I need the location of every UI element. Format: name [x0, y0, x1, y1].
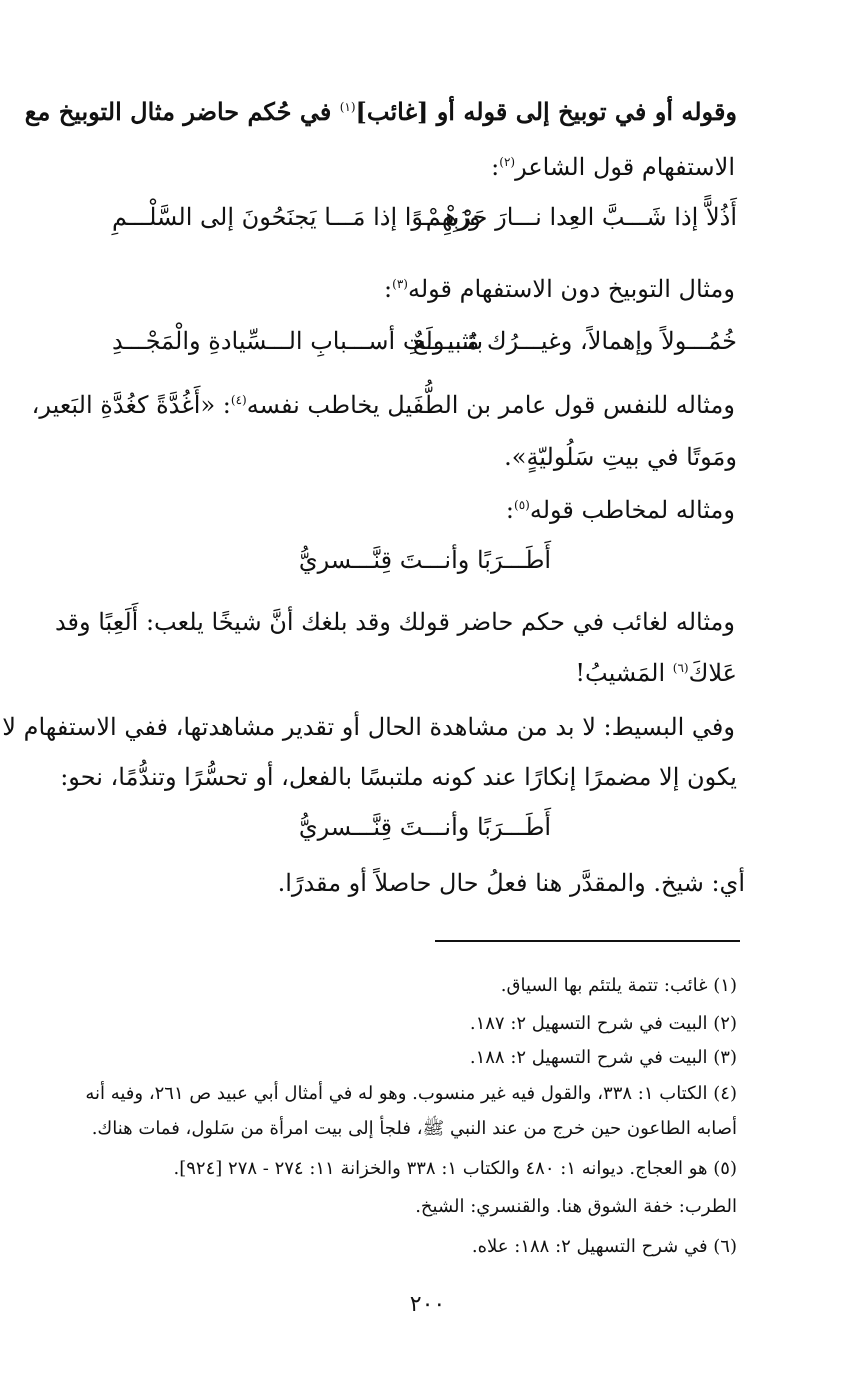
- verse-hemistich: أَذُلاًّ إذا شَـــبَّ العِدا نـــارَ حَرْبِهِمْ: [425, 203, 737, 231]
- footnote-separator: [435, 940, 740, 942]
- footnote-ref: (٥): [514, 498, 530, 512]
- paragraph-line: [112, 440, 737, 474]
- paragraph-text: :: [384, 275, 393, 303]
- page-number: ٢٠٠: [409, 1292, 446, 1317]
- paragraph-line: [31, 388, 735, 422]
- paragraph-text: أي: شيخ. والمقدَّر هنا فعلُ حال حاصلاً أو مقدرًا.: [277, 869, 745, 897]
- paragraph-text: عَلاكَ: [688, 659, 737, 687]
- paragraph-text: المَشيبُ!: [575, 659, 673, 687]
- paragraph-text: : «أَغُدَّةً كغُدَّةِ البَعير،: [31, 391, 231, 419]
- footnote-ref: (٣): [392, 277, 408, 291]
- footnote-line: (١) غائب: تتمة يلتئم بها السياق.: [500, 975, 737, 996]
- paragraph-text: يكون إلا مضمرًا إنكارًا عند كونه ملتبسًا بالفعل، أو تحسُّرًا وتندُّمًا، نحو:: [60, 763, 737, 791]
- paragraph-line: [112, 656, 737, 690]
- verse-line: [295, 543, 555, 577]
- paragraph-text: ومثاله لغائب في حكم حاضر قولك وقد بلغك أنَّ شيخًا يلعب: أَلَعِبًا وقد: [54, 608, 735, 636]
- paragraph-text: :: [491, 153, 500, 181]
- paragraph-line: [115, 150, 735, 184]
- verse-text: أَطَـــرَبًا وأنـــتَ قِنَّـــسريُّ: [298, 813, 552, 841]
- verse-hemistich: بتَثبيـــتِ أســـبابِ الـــسِّيادةِ والْمَجْـــدِ: [112, 327, 484, 355]
- paragraph-line: [115, 272, 735, 306]
- paragraph-line: [54, 605, 735, 639]
- verse-text: أَطَـــرَبًا وأنـــتَ قِنَّـــسريُّ: [298, 546, 552, 574]
- paragraph-text: ومثاله للنفس قول عامر بن الطُّفَيل يخاطب نفسه: [246, 391, 735, 419]
- footnote-line: (٥) هو العجاج. ديوانه ١: ٤٨٠ والكتاب ١: ٣٣٨ والخزانة ١١: ٢٧٤ - ٢٧٨ [٩٢٤].: [173, 1158, 737, 1179]
- paragraph-line: [125, 866, 745, 900]
- footnote-ref: (٢): [499, 155, 516, 169]
- footnote-ref: (١): [339, 100, 356, 114]
- paragraph-text: في حُكم حاضر مثال التوبيخ مع: [24, 97, 340, 126]
- verse-line: [295, 810, 555, 844]
- paragraph-text: :: [505, 496, 515, 524]
- footnote-line: (٦) في شرح التسهيل ٢: ١٨٨: علاه.: [471, 1236, 737, 1257]
- verse-hemistich: خُمُـــولاً وإهمالاً، وغيـــرُك مُـــولَعٌ: [412, 327, 737, 355]
- footnote-line: (٣) البيت في شرح التسهيل ٢: ١٨٨.: [469, 1047, 737, 1068]
- paragraph-line: [2, 710, 735, 744]
- paragraph-text: ومَوتًا في بيتِ سَلُوليّةٍ».: [504, 443, 737, 471]
- paragraph-text: الاستفهام قول الشاعر: [515, 153, 735, 181]
- paragraph-text: وقوله أو في توبيخ إلى قوله أو [غائب]: [355, 97, 737, 126]
- footnote-line: (٢) البيت في شرح التسهيل ٢: ١٨٧.: [469, 1013, 737, 1034]
- footnote-line: (٤) الكتاب ١: ٣٣٨، والقول فيه غير منسوب. وهو له في أمثال أبي عبيد ص ٢٦١، وفيه أنه: [85, 1083, 737, 1104]
- footnote-line: الطرب: خفة الشوق هنا. والقنسري: الشيخ.: [415, 1196, 737, 1217]
- paragraph-line: [115, 493, 735, 527]
- footnote-ref: (٦): [672, 661, 689, 675]
- paragraph-text: وفي البسيط: لا بد من مشاهدة الحال أو تقدير مشاهدتها، ففي الاستفهام لا: [2, 713, 735, 741]
- paragraph-text: ومثال التوبيخ دون الاستفهام قوله: [407, 275, 735, 303]
- paragraph-line: [24, 95, 737, 129]
- footnote-ref: (٤): [230, 393, 247, 407]
- paragraph-text: ومثاله لمخاطب قوله: [529, 496, 735, 524]
- paragraph-line: [60, 760, 737, 794]
- verse-hemistich: وزَهْـــوًا إذا مَـــا يَجنَحُونَ إلى السَّلْـــمِ: [112, 203, 481, 231]
- footnote-line: أصابه الطاعون حين خرج من عند النبي ﷺ، فلجأ إلى بيت امرأة من سَلول، فمات هناك.: [91, 1118, 737, 1139]
